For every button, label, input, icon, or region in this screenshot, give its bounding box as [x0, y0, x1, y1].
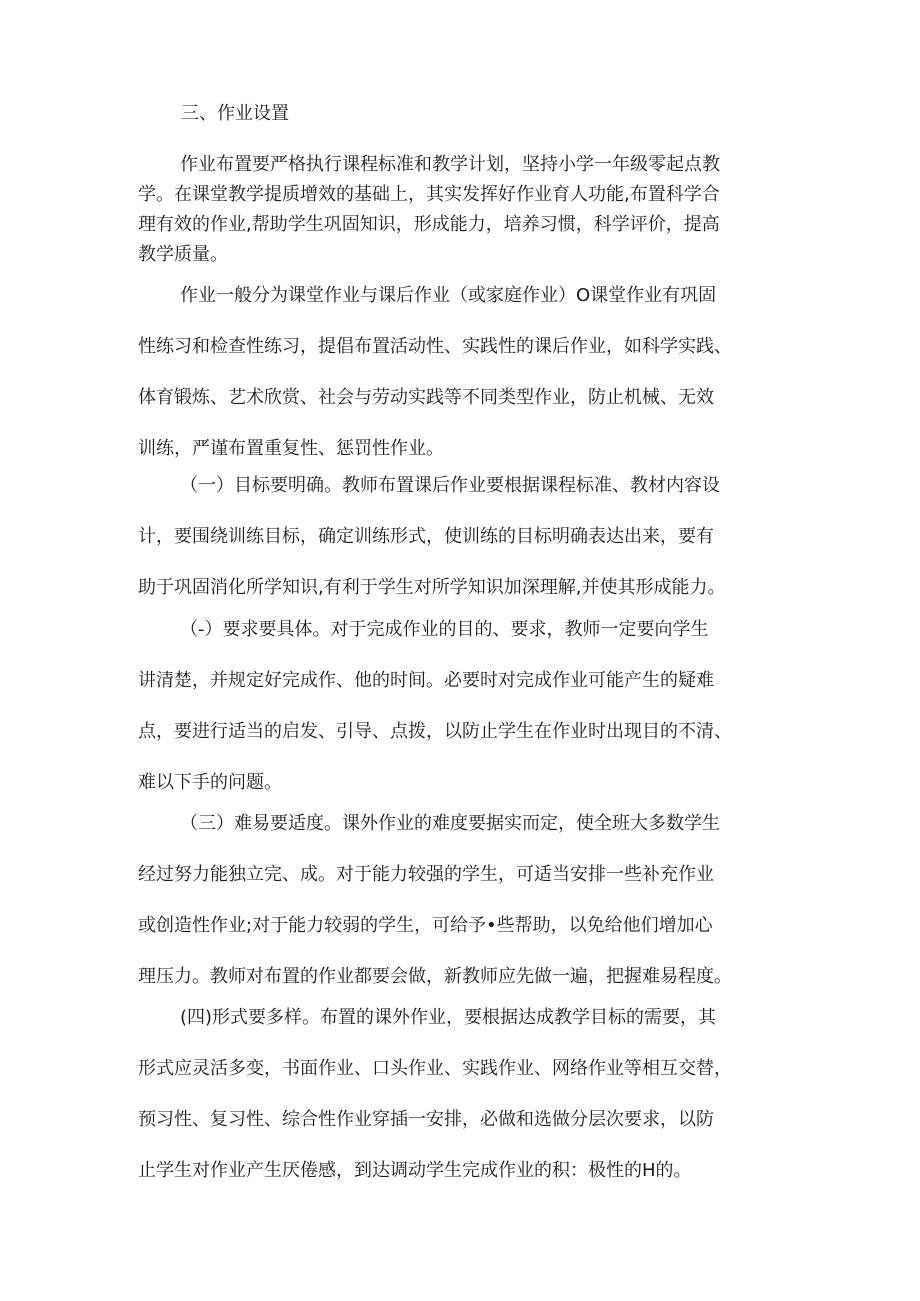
paragraph-line: 体育锻炼、艺术欣赏、社会与劳动实践等不同类型作业，防止机械、无效	[138, 387, 714, 408]
paragraph-appropriate-difficulty	[138, 798, 798, 1002]
paragraph-line: 作业一般分为课堂作业与课后作业（或家庭作业）O课堂作业有巩固	[180, 285, 717, 306]
paragraph-line: 教学质量。	[138, 244, 228, 265]
paragraph-line: 点，要进行适当的启发、引导、点拨，以防止学生在作业时出现目的不清、	[138, 721, 732, 742]
paragraph-line: 计，要围绕训练目标，确定训练形式，使训练的目标明确表达出来，要有	[138, 526, 714, 547]
paragraph-line: 理压力。教师对布置的作业都要会做，新教师应先做一遍，把握难易程度。	[138, 966, 732, 987]
paragraph-line: 或创造性作业;对于能力较弱的学生，可给予•些帮助，以免给他们增加心	[138, 915, 713, 936]
paragraph-line: 形式应灵活多变，书面作业、口头作业、实践作业、网络作业等相互交替，	[138, 1058, 732, 1079]
paragraph-line: 助于巩固消化所学知识,有利于学生对所学知识加深理解,并使其形成能力。	[138, 577, 726, 598]
paragraph-line: 理有效的作业,帮助学生巩固知识，形成能力，培养习惯，科学评价，提高	[138, 214, 720, 235]
paragraph-line: 止学生对作业产生厌倦感，到达调动学生完成作业的积：极性的H的。	[138, 1160, 692, 1181]
paragraph-clear-goals	[138, 460, 798, 613]
paragraph-homework-types	[138, 270, 798, 474]
paragraph-line: （一）目标要明确。教师布置课后作业要根据课程标准、教材内容设	[180, 475, 720, 496]
section-heading: 三、作业设置	[181, 103, 289, 124]
paragraph-line: （-）要求要具体。对于完成作业的目的、要求，教师一定要向学生	[180, 619, 709, 640]
paragraph-line: (四)形式要多样。布置的课外作业，要根据达成教学目标的需要，其	[180, 1007, 717, 1028]
paragraph-diverse-forms	[138, 992, 798, 1196]
paragraph-line: 性练习和检查性练习，提倡布置活动性、实践性的课后作业，如科学实践、	[138, 336, 732, 357]
paragraph-homework-principles	[138, 150, 798, 270]
paragraph-line: 作业布置要严格执行课程标准和教学计划，坚持小学一年级零起点教	[180, 154, 720, 175]
paragraph-line: 学。在课堂教学提质增效的基础上，其实发挥好作业育人功能,布置科学合	[138, 184, 720, 205]
paragraph-line: 经过努力能独立完、成。对于能力较强的学生，可适当安排一些补充作业	[138, 864, 714, 885]
paragraph-line: 训练，严谨布置重复性、惩罚性作业。	[138, 438, 444, 459]
paragraph-line: 预习性、复习性、综合性作业穿插一安排，必做和选做分层次要求，以防	[138, 1109, 714, 1130]
paragraph-line: （三）难易要适度。课外作业的难度要据实而定，使全班大多数学生	[180, 813, 720, 834]
paragraph-line: 讲清楚，并规定好完成作、他的时间。必要时对完成作业可能产生的疑难	[138, 670, 714, 691]
paragraph-specific-requirements	[138, 604, 798, 808]
paragraph-line: 难以下手的问题。	[138, 772, 282, 793]
